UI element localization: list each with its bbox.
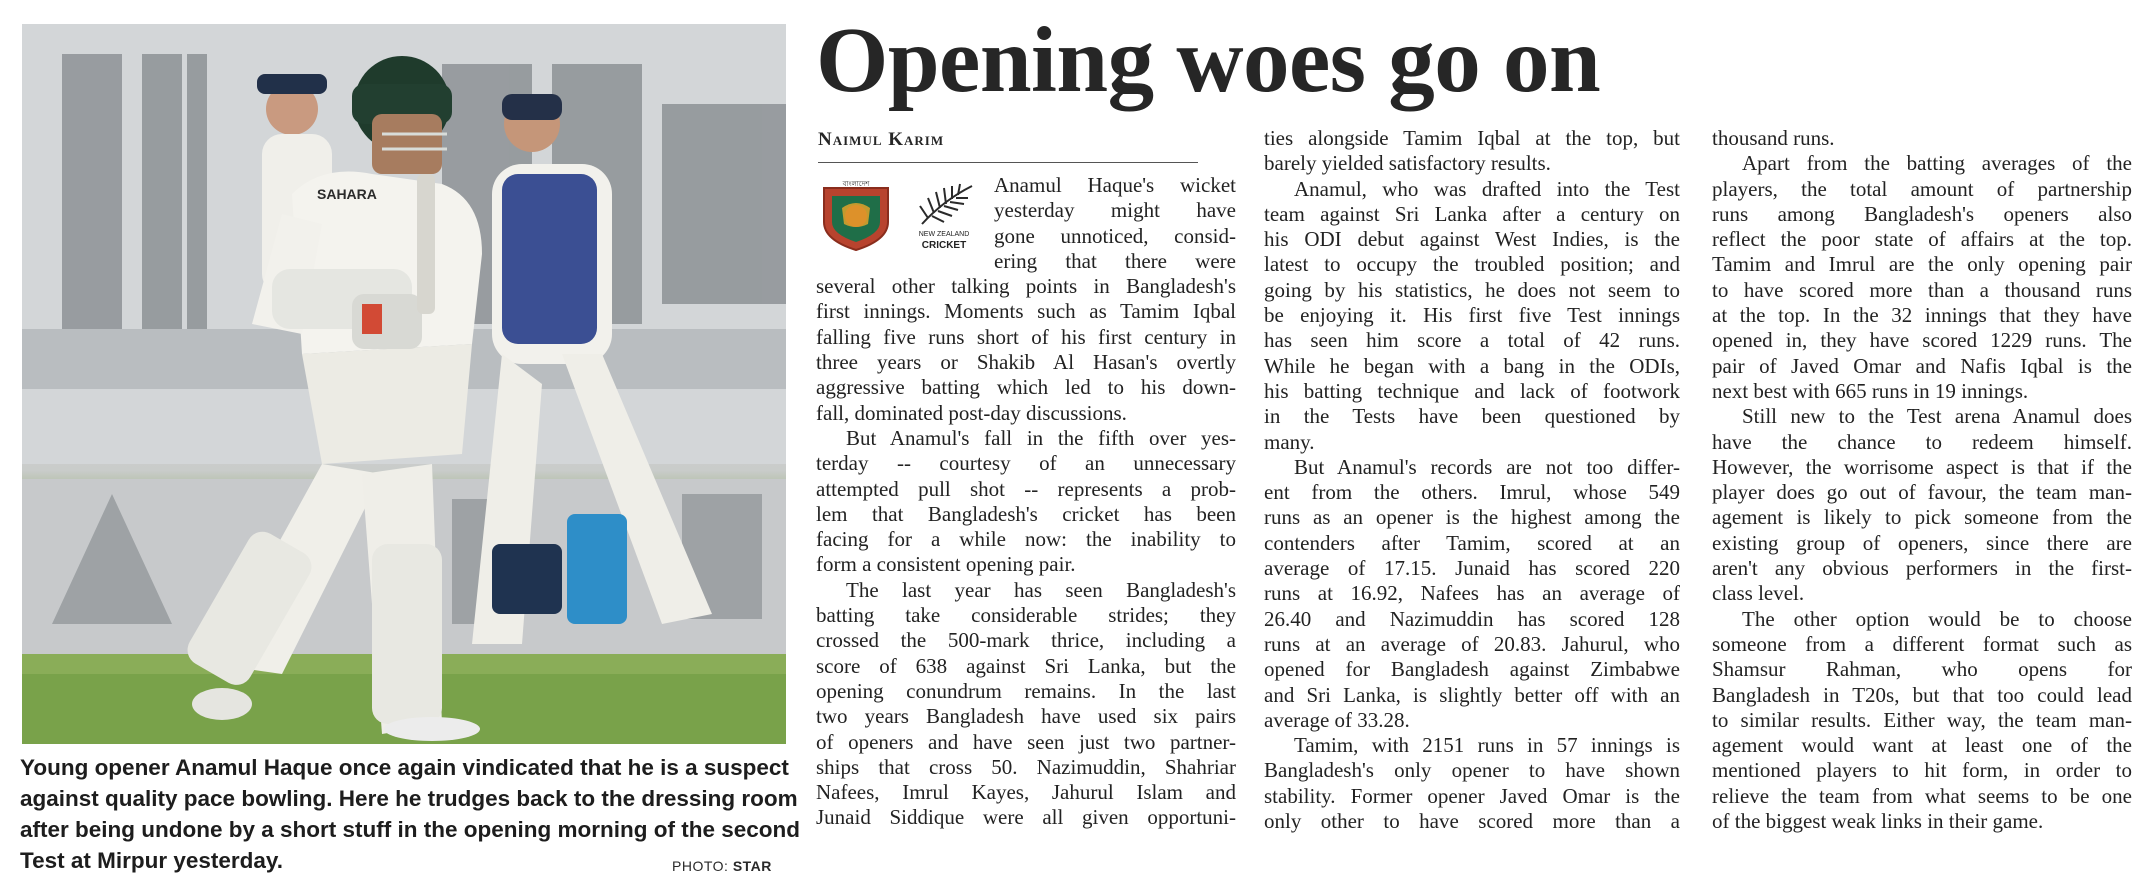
headline: Opening woes go on xyxy=(816,9,1601,112)
text-line: two years Bangladesh have used six pairs xyxy=(816,704,1236,729)
bd-logo-text: বাংলাদেশ xyxy=(842,180,870,188)
text-line: batting take considerable strides; they xyxy=(816,603,1236,628)
photo-credit xyxy=(672,858,772,874)
text-line: lem that Bangladesh's cricket has been xyxy=(816,501,1236,526)
text-line: falling five runs short of his first century in xyxy=(816,324,1236,349)
text-line: to similar results. Either way, the team man- xyxy=(1712,707,2132,732)
photo-credit-label: PHOTO: xyxy=(672,858,729,874)
text-line: his batting technique and lack of footwork xyxy=(1264,378,1680,403)
text-line: ties alongside Tamim Iqbal at the top, but xyxy=(1264,126,1680,150)
text-line: opened in, they have scored 1229 runs. The xyxy=(1712,328,2132,353)
text-line: However, the worrisome aspect is that if the xyxy=(1712,454,2132,479)
text-line: first innings. Moments such as Tamim Iqbal xyxy=(816,299,1236,324)
text-line: team against Sri Lanka after a century on xyxy=(1264,201,1680,226)
text-line: latest to occupy the troubled position; and xyxy=(1264,252,1680,277)
article-column-2 xyxy=(1264,126,1680,834)
text-line: and Sri Lanka, is slightly better off with an xyxy=(1264,682,1680,707)
text-line: But Anamul's records are not too differ- xyxy=(1294,454,1680,479)
text-line: While he began with a bang in the ODIs, xyxy=(1264,353,1680,378)
text-line: Apart from the batting averages of the xyxy=(1742,151,2132,176)
caption-line: against quality pace bowling. Here he trudges back to the dressing room xyxy=(20,786,798,811)
text-line: in the Tests have been questioned by xyxy=(1264,404,1680,429)
text-line: stability. Former opener Javed Omar is the xyxy=(1264,783,1680,808)
text-line: ent from the others. Imrul, whose 549 xyxy=(1264,480,1680,505)
text-line: class level. xyxy=(1712,581,1805,606)
text-line: have the chance to redeem himself. xyxy=(1712,429,2132,454)
text-line: average of 33.28. xyxy=(1264,707,1410,732)
text-line: opened for Bangladesh against Zimbabwe xyxy=(1264,657,1680,682)
text-line: someone from a different format such as xyxy=(1712,631,2132,656)
text-line: terday -- courtesy of an unnecessary xyxy=(816,451,1236,476)
text-line: contenders after Tamim, scored at an xyxy=(1264,530,1680,555)
nz-logo-text-1: NEW ZEALAND xyxy=(918,231,970,238)
text-line: gone unnoticed, consid- xyxy=(994,223,1236,248)
text-line: barely yielded satisfactory results. xyxy=(1264,151,1551,176)
text-line: opening conundrum remains. In the last xyxy=(816,678,1236,703)
text-line: reflect the poor state of affairs at the top. xyxy=(1712,227,2132,252)
text-line: fall, dominated post-day discussions. xyxy=(816,400,1127,425)
text-line: at the top. In the 32 innings that they have xyxy=(1712,303,2132,328)
text-line: The other option would be to choose xyxy=(1742,606,2132,631)
article-column-1 xyxy=(816,146,1236,831)
text-line: agement is likely to pick someone from the xyxy=(1712,505,2132,530)
text-line: aggressive batting which led to his down- xyxy=(816,375,1236,400)
text-line: several other talking points in Bangladesh's xyxy=(816,274,1236,299)
caption-line: Test at Mirpur yesterday. xyxy=(20,848,284,873)
text-line: mentioned players to hit form, in order to xyxy=(1712,758,2132,783)
text-line: next best with 665 runs in 19 innings. xyxy=(1712,378,2029,403)
text-line: runs at 16.92, Nafees has an average of xyxy=(1264,581,1680,606)
text-line: Bangladesh's only opener to have shown xyxy=(1264,758,1680,783)
text-line: Tamim and Imrul are the only opening pair xyxy=(1712,252,2132,277)
text-line: ering that there were xyxy=(994,248,1236,273)
text-line: pair of Javed Omar and Nafis Iqbal is the xyxy=(1712,353,2132,378)
text-line: to have scored more than a thousand runs xyxy=(1712,277,2132,302)
byline-author: Naimul Karim xyxy=(818,129,945,150)
article-photo xyxy=(22,24,786,744)
text-line: agement would want at least one of the xyxy=(1712,733,2132,758)
text-line: Anamul, who was drafted into the Test xyxy=(1294,176,1680,201)
text-line: going by his statistics, he does not seem to xyxy=(1264,277,1680,302)
text-line: crossed the 500-mark thrice, including a xyxy=(816,628,1236,653)
text-line: runs as an opener is the highest among the xyxy=(1264,505,1680,530)
text-line: score of 638 against Sri Lanka, but the xyxy=(816,653,1236,678)
text-line: The last year has seen Bangladesh's xyxy=(846,577,1236,602)
text-line: Junaid Siddique were all given opportuni- xyxy=(816,805,1236,830)
text-line: of openers and have seen just two partner- xyxy=(816,729,1236,754)
text-line: 26.40 and Nazimuddin has scored 128 xyxy=(1264,606,1680,631)
text-line: runs at an average of 20.83. Jahurul, who xyxy=(1264,631,1680,656)
photo-illustration xyxy=(22,24,786,744)
text-line: facing for a while now: the inability to xyxy=(816,527,1236,552)
text-line: runs among Bangladesh's openers also xyxy=(1712,201,2132,226)
text-line: of the biggest weak links in their game. xyxy=(1712,809,2044,834)
text-line: his ODI debut against West Indies, is the xyxy=(1264,227,1680,252)
text-line: existing group of openers, since there are xyxy=(1712,530,2132,555)
photo-credit-source: STAR xyxy=(732,858,772,874)
text-line: relieve the team from what seems to be one xyxy=(1712,783,2132,808)
text-line: only other to have scored more than a xyxy=(1264,809,1680,834)
text-line: Bangladesh in T20s, but that too could lead xyxy=(1712,682,2132,707)
caption-line: after being undone by a short stuff in the opening morning of the second xyxy=(20,817,800,842)
shirt-logo-text: SAHARA xyxy=(317,186,377,202)
text-line: three years or Shakib Al Hasan's overtly xyxy=(816,350,1236,375)
text-line: average of 17.15. Junaid has scored 220 xyxy=(1264,556,1680,581)
text-line: Still new to the Test arena Anamul does xyxy=(1742,404,2132,429)
text-line: Tamim, with 2151 runs in 57 innings is xyxy=(1294,733,1680,758)
text-line: attempted pull shot -- represents a prob- xyxy=(816,476,1236,501)
text-line: Nafees, Imrul Kayes, Jahurul Islam and xyxy=(816,780,1236,805)
article-column-3 xyxy=(1712,126,2132,834)
caption-line: Young opener Anamul Haque once again vindicated that he is a suspect xyxy=(20,755,789,780)
text-line: But Anamul's fall in the fifth over yes- xyxy=(846,425,1236,450)
text-line: player does go out of favour, the team man- xyxy=(1712,480,2132,505)
text-line: yesterday might have xyxy=(994,198,1236,223)
text-line: Shamsur Rahman, who opens for xyxy=(1712,657,2132,682)
text-line: many. xyxy=(1264,429,1315,454)
text-line: thousand runs. xyxy=(1712,126,1835,150)
text-line: be enjoying it. His first five Test innings xyxy=(1264,303,1680,328)
text-line: ships that cross 50. Nazimuddin, Shahriar xyxy=(816,754,1236,779)
text-line: Anamul Haque's wicket xyxy=(994,173,1236,197)
text-line: form a consistent opening pair. xyxy=(816,552,1076,577)
text-line: has seen him score a total of 42 runs. xyxy=(1264,328,1680,353)
nz-logo-text-2: CRICKET xyxy=(921,240,967,251)
text-line: aren't any obvious performers in the first- xyxy=(1712,556,2132,581)
text-line: players, the total amount of partnership xyxy=(1712,176,2132,201)
